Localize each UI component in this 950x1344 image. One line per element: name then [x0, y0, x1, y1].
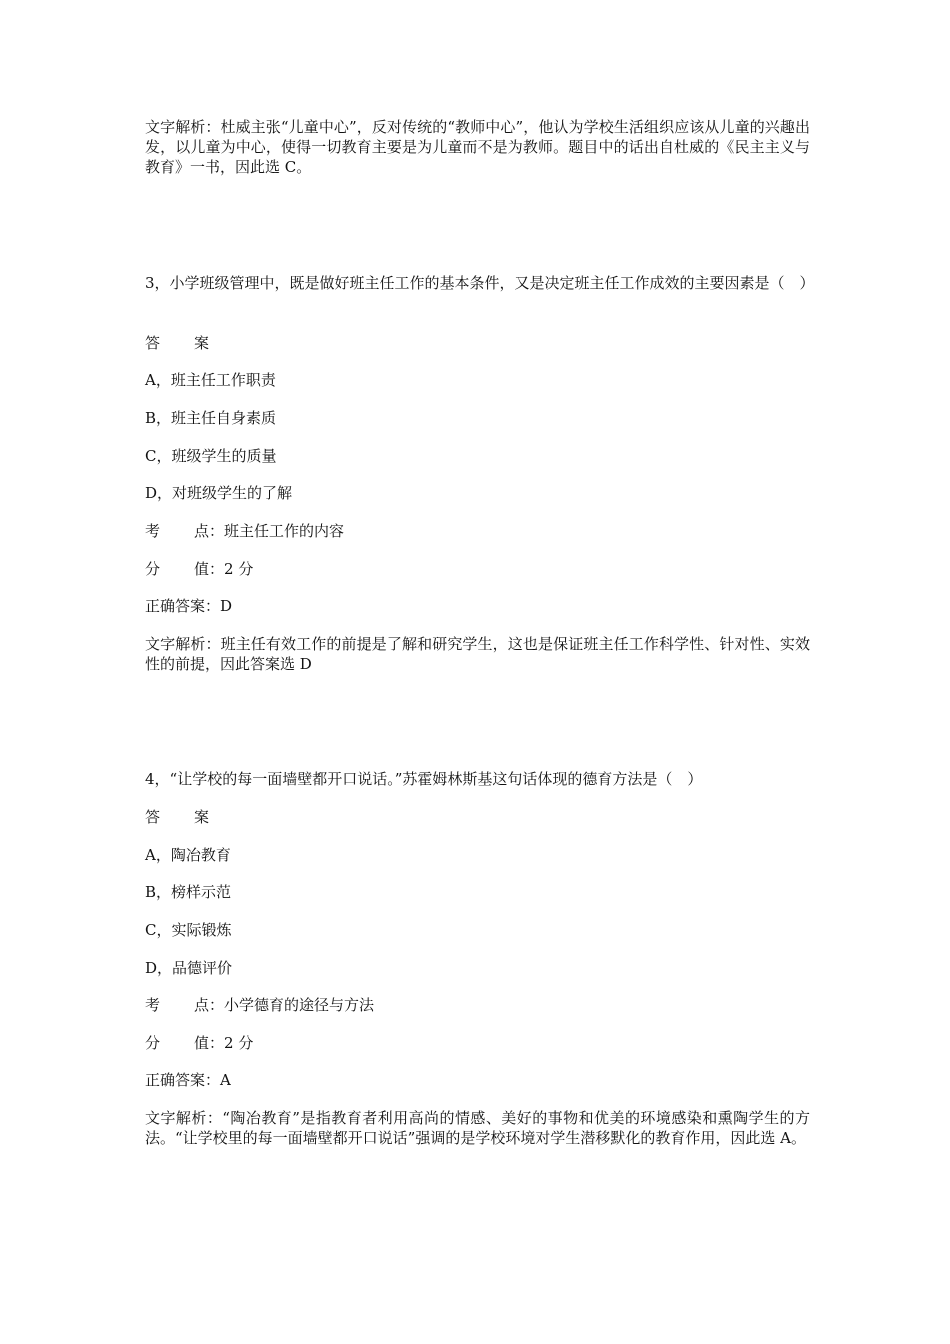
knowledge-point-label: 考: [145, 996, 161, 1014]
question-3-explanation: 文字解析：班主任有效工作的前提是了解和研究学生，这也是保证班主任工作科学性、针对性、实效性的前提，因此答案选 D: [145, 635, 810, 673]
question-4-option-a[interactable]: A，陶冶教育: [145, 846, 231, 864]
question-4-stem: 4，“让学校的每一面墙壁都开口说话。”苏霍姆林斯基这句话体现的德育方法是（ ）: [145, 770, 703, 788]
question-3-option-b[interactable]: B，班主任自身素质: [145, 409, 277, 427]
question-4-explanation: 文字解析：“陶冶教育”是指教育者利用高尚的情感、美好的事物和优美的环境感染和熏陶学生的方法。“让学校里的每一面墙壁都开口说话”强调的是学校环境对学生潜移默化的教育作用，因此选 A。: [145, 1109, 810, 1147]
question-4-correct-answer: 正确答案：A: [145, 1071, 231, 1089]
answer-heading-char-2: 案: [194, 334, 210, 352]
question-4-option-c[interactable]: C，实际锻炼: [145, 921, 232, 939]
question-4-answer-heading: [145, 807, 209, 827]
score-label: 分: [145, 1034, 161, 1052]
previous-question-explanation: 文字解析：杜威主张“儿童中心”，反对传统的“教师中心”，他认为学校生活组织应该从儿童的兴趣出发，以儿童为中心，使得一切教育主要是为儿童而不是为教师。题目中的话出自杜威的《民主主义与教育》一书，因此选 C。: [145, 118, 810, 176]
question-4-knowledge-point: [145, 995, 374, 1015]
knowledge-point-value: 点：班主任工作的内容: [194, 522, 345, 540]
question-3-stem: 3，小学班级管理中，既是做好班主任工作的基本条件，又是决定班主任工作成效的主要因素是（ ）: [145, 274, 815, 292]
question-4-option-d[interactable]: D，品德评价: [145, 959, 233, 977]
score-value: 值：2 分: [194, 560, 254, 578]
question-3-score: [145, 559, 253, 579]
question-3-knowledge-point: [145, 521, 344, 541]
question-3-option-a[interactable]: A，班主任工作职责: [145, 371, 276, 389]
answer-heading-char-1: 答: [145, 334, 161, 352]
question-4-option-b[interactable]: B，榜样示范: [145, 883, 232, 901]
answer-heading-char-1: 答: [145, 808, 161, 826]
question-3-answer-heading: [145, 333, 209, 353]
knowledge-point-value: 点：小学德育的途径与方法: [194, 996, 375, 1014]
answer-heading-char-2: 案: [194, 808, 210, 826]
question-3-correct-answer: 正确答案：D: [145, 597, 233, 615]
question-3-option-d[interactable]: D，对班级学生的了解: [145, 484, 293, 502]
score-label: 分: [145, 560, 161, 578]
question-3-option-c[interactable]: C，班级学生的质量: [145, 447, 277, 465]
score-value: 值：2 分: [194, 1034, 254, 1052]
question-4-score: [145, 1033, 253, 1053]
knowledge-point-label: 考: [145, 522, 161, 540]
